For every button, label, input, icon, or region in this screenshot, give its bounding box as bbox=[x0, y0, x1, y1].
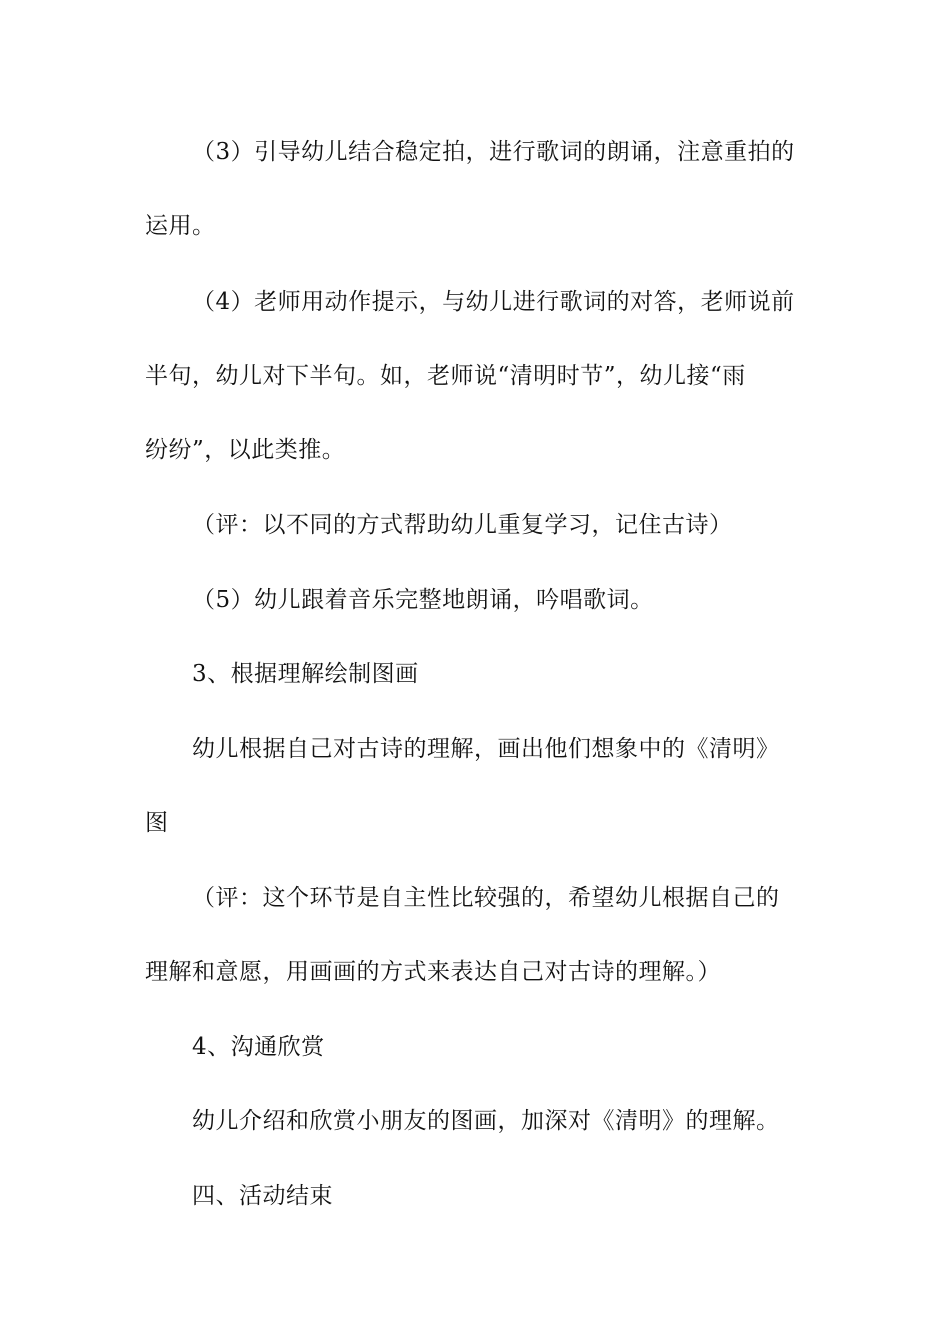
paragraph-step-4-line-1: （4）老师用动作提示，与幼儿进行歌词的对答，老师说前 bbox=[192, 289, 795, 315]
comment-repeat-learning: （评：以不同的方式帮助幼儿重复学习，记住古诗） bbox=[192, 512, 733, 538]
paragraph-appreciation: 幼儿介绍和欣赏小朋友的图画，加深对《清明》的理解。 bbox=[192, 1108, 780, 1134]
paragraph-step-4-line-2: 半句，幼儿对下半句。如，老师说“清明时节”，幼儿接“雨 bbox=[145, 363, 746, 389]
section-heading-activity-end: 四、活动结束 bbox=[192, 1183, 333, 1209]
comment-autonomy-line-2: 理解和意愿，用画画的方式来表达自己对古诗的理解。） bbox=[145, 959, 721, 985]
section-heading-3: 3、根据理解绘制图画 bbox=[192, 661, 419, 687]
paragraph-step-5: （5）幼儿跟着音乐完整地朗诵，吟唱歌词。 bbox=[192, 587, 654, 613]
paragraph-drawing-line-2: 图 bbox=[145, 810, 169, 836]
section-heading-4: 4、沟通欣赏 bbox=[192, 1034, 325, 1060]
paragraph-step-3-line-2: 运用。 bbox=[145, 213, 216, 239]
paragraph-step-4-line-3: 纷纷”，以此类推。 bbox=[145, 437, 346, 463]
paragraph-drawing-line-1: 幼儿根据自己对古诗的理解，画出他们想象中的《清明》 bbox=[192, 736, 780, 762]
paragraph-step-3-line-1: （3）引导幼儿结合稳定拍，进行歌词的朗诵，注意重拍的 bbox=[192, 139, 795, 165]
comment-autonomy-line-1: （评：这个环节是自主性比较强的，希望幼儿根据自己的 bbox=[192, 885, 780, 911]
